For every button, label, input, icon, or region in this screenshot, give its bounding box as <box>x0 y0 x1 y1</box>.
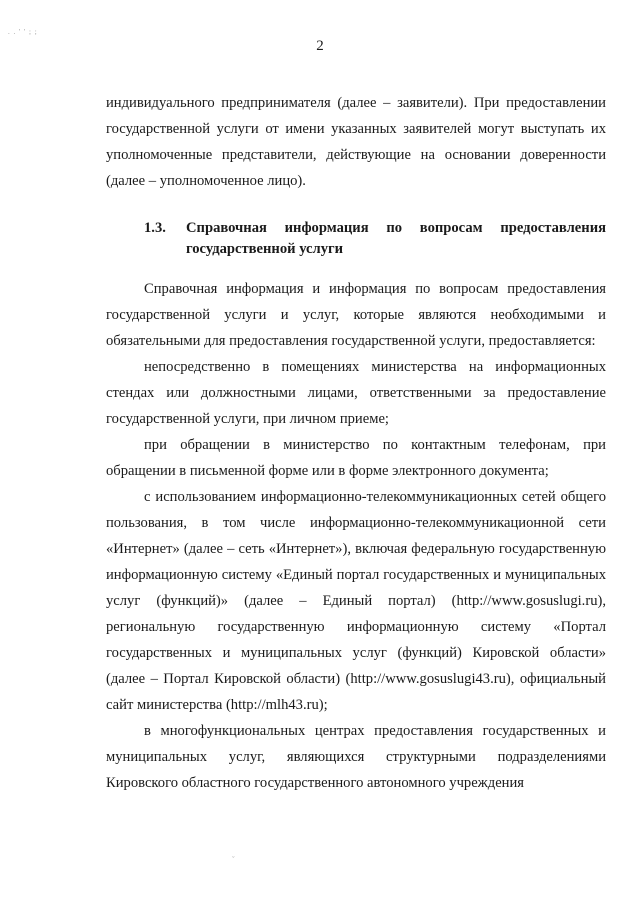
paragraph-item-premises: непосредственно в помещениях министерства на информационных стендах или должностными лицами, ответственными за предоставление государственной услуги, при личном приеме; <box>106 359 606 427</box>
scan-artifact: . . ' ' ; ; <box>8 28 38 36</box>
section-heading <box>106 218 606 260</box>
scan-artifact-bottom: ˇ <box>232 855 235 864</box>
paragraph-intro: Справочная информация и информация по вопросам предоставления государственной услуги и услуг, которые являются необходимыми и обязательными для предоставления государственной услуги, предоставляется: <box>106 281 606 349</box>
paragraph-continuation: индивидуального предпринимателя (далее – заявители). При предоставлении государственной услуги от имени указанных заявителей могут выступать их уполномоченные представители, действующие на основании доверенности (далее – уполномоченное лицо). <box>106 95 606 189</box>
paragraph-item-internet: с использованием информационно-телекоммуникационных сетей общего пользования, в том числе информационно-телекоммуникационной сети «Интернет» (далее – сеть «Интернет»), включая федеральную государственную информационную систему «Единый портал государственных и муниципальных услуг (функций)» (далее – Единый портал) (http://www.gosuslugi.ru), региональную государственную информационную систему «Портал государственных и муниципальных услуг (функций) Кировской области» (далее – Портал Кировской области) (http://www.gosuslugi43.ru), официальный сайт министерства (http://mlh43.ru); <box>106 489 606 713</box>
section-number: 1.3. <box>144 220 166 236</box>
paragraph-item-phone: при обращении в министерство по контактным телефонам, при обращении в письменной форме или в форме электронного документа; <box>106 437 606 479</box>
page-number: 2 <box>316 38 324 54</box>
section-title: Справочная информация по вопросам предоставления государственной услуги <box>186 220 606 257</box>
page-body <box>106 90 606 796</box>
paragraph-item-mfc: в многофункциональных центрах предоставления государственных и муниципальных услуг, являющихся структурными подразделениями Кировского областного государственного автономного учреждения <box>106 723 606 791</box>
